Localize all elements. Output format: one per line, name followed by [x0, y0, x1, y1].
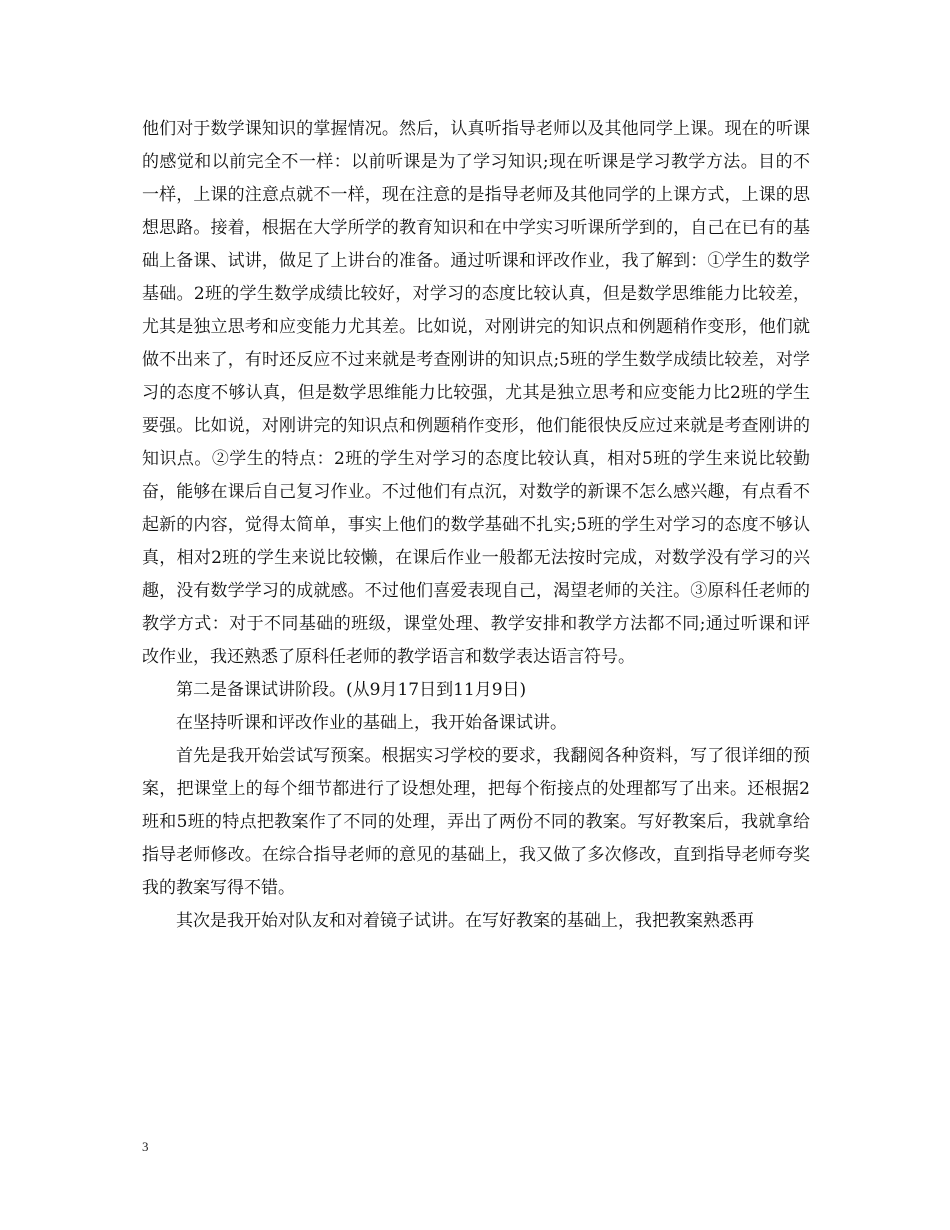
page-number: 3	[142, 1139, 149, 1154]
body-text	[142, 113, 810, 938]
paragraph-4: 首先是我开始尝试写预案。根据实习学校的要求，我翻阅各种资料，写了很详细的预案，把课堂上的每个细节都进行了设想处理，把每个衔接点的处理都写了出来。还根据2班和5班的特点把教案作了不同的处理，弄出了两份不同的教案。写好教案后，我就拿给指导老师修改。在综合指导老师的意见的基础上，我又做了多次修改，直到指导老师夸奖我的教案写得不错。	[142, 746, 810, 898]
paragraph-2: 第二是备课试讲阶段。(从9月17日到11月9日)	[176, 680, 527, 700]
paragraph-3: 在坚持听课和评改作业的基础上，我开始备课试讲。	[176, 713, 567, 733]
paragraph-1: 他们对于数学课知识的掌握情况。然后，认真听指导老师以及其他同学上课。现在的听课的感觉和以前完全不一样：以前听课是为了学习知识;现在听课是学习教学方法。目的不一样，上课的注意点就不一样，现在注意的是指导老师及其他同学的上课方式，上课的思想思路。接着，根据在大学所学的教育知识和在中学实习听课所学到的，自己在已有的基础上备课、试讲，做足了上讲台的准备。通过听课和评改作业，我了解到：①学生的数学基础。2班的学生数学成绩比较好，对学习的态度比较认真，但是数学思维能力比较差，尤其是独立思考和应变能力尤其差。比如说，对刚讲完的知识点和例题稍作变形，他们就做不出来了，有时还反应不过来就是考查刚讲的知识点;5班的学生数学成绩比较差，对学习的态度不够认真，但是数学思维能力比较强，尤其是独立思考和应变能力比2班的学生要强。比如说，对刚讲完的知识点和例题稍作变形，他们能很快反应过来就是考查刚讲的知识点。②学生的特点：2班的学生对学习的态度比较认真，相对5班的学生来说比较勤奋，能够在课后自己复习作业。不过他们有点沉，对数学的新课不怎么感兴趣，有点看不起新的内容，觉得太简单，事实上他们的数学基础不扎实;5班的学生对学习的态度不够认真，相对2班的学生来说比较懒，在课后作业一般都无法按时完成，对数学没有学习的兴趣，没有数学学习的成就感。不过他们喜爱表现自己，渴望老师的关注。③原科任老师的教学方式：对于不同基础的班级，课堂处理、教学安排和教学方法都不同;通过听课和评改作业，我还熟悉了原科任老师的教学语言和数学表达语言符号。	[142, 119, 810, 667]
paragraph-5: 其次是我开始对队友和对着镜子试讲。在写好教案的基础上，我把教案熟悉再	[176, 911, 754, 931]
